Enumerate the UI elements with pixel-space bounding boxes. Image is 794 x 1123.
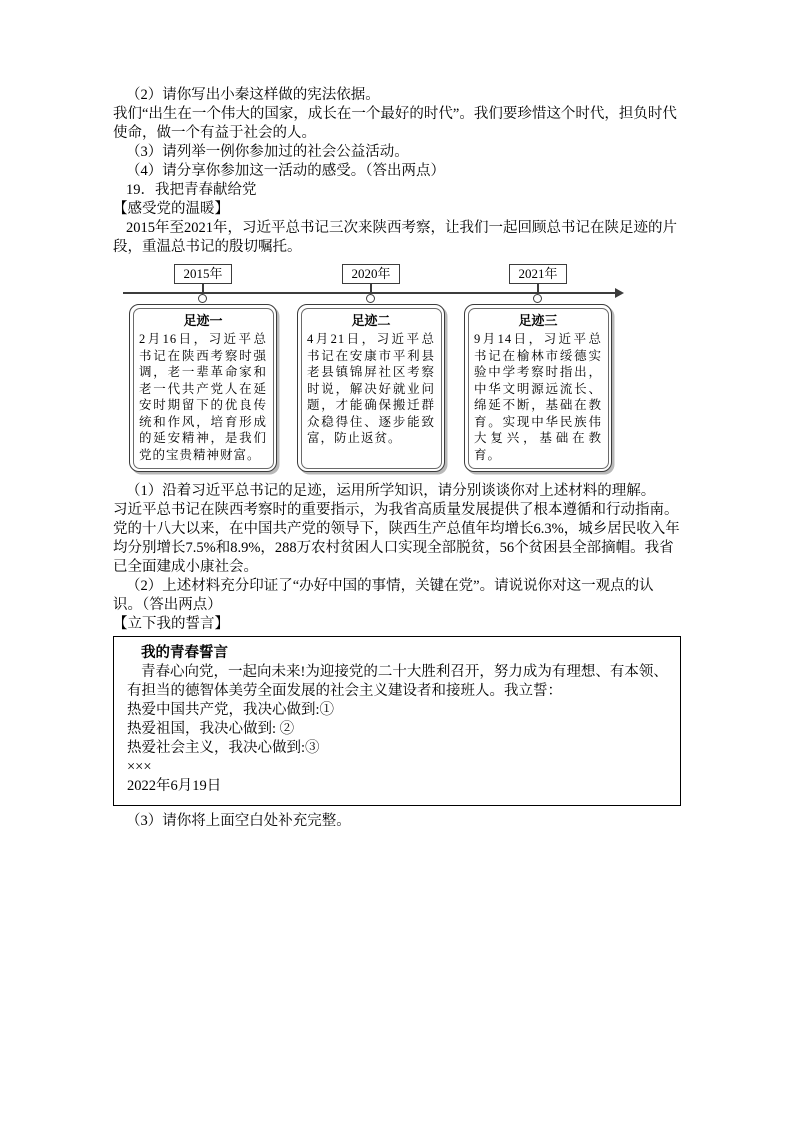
pledge-title: 我的青春誓言	[141, 645, 228, 661]
document-content	[113, 86, 681, 831]
pledge-line-party: 热爱中国共产党，我决心做到:①	[127, 702, 335, 718]
question-3-fill-blanks: （3）请你将上面空白处补充完整。	[126, 813, 351, 829]
footprint-card-2	[297, 304, 445, 472]
pledge-date: 2022年6月19日	[127, 778, 222, 794]
timeline-year-2020: 2020年	[342, 264, 400, 284]
intro-paragraph: 2015年至2021年，习近平总书记三次来陕西考察，让我们一起回顾总书记在陕足迹的片段，重温总书记的殷切嘱托。	[113, 220, 677, 255]
question-2-constitution: （2）请你写出小秦这样做的宪法依据。	[126, 87, 380, 103]
pledge-body: 青春心向党，一起向未来!为迎接党的二十大胜利召开，努力成为有理想、有本领、有担当的德智体美劳全面发展的社会主义建设者和接班人。我立誓：	[127, 664, 668, 699]
section-header-party-warmth: 【感受党的温暖】	[113, 201, 229, 217]
timeline-arrow-icon	[615, 288, 624, 298]
footprint-card-3-title: 足迹三	[518, 313, 558, 328]
timeline-year-2021: 2021年	[509, 264, 567, 284]
footprint-card-3-body: 9月14日，习近平总书记在榆林市绥德实验中学考察时指出，中华文明源远流长、绵延不断，基础在教育。实现中华民族伟大复兴，基础在教育。	[474, 332, 602, 462]
footprint-card-1-title: 足迹一	[183, 313, 223, 328]
footprint-card-1-body: 2月16日，习近平总书记在陕西考察时强调，老一辈革命家和老一代共产党人在延安时期留下的优良传统和作风，培育形成的延安精神，是我们党的宝贵精神财富。	[139, 332, 267, 462]
timeline-tick	[370, 284, 372, 293]
quote-paragraph: 我们“出生在一个伟大的国家，成长在一个最好的时代”。我们要珍惜这个时代，担负时代使命，做一个有益于社会的人。	[113, 106, 677, 141]
section-header-pledge: 【立下我的誓言】	[113, 616, 229, 632]
pledge-line-socialism: 热爱社会主义，我决心做到:③	[127, 740, 320, 756]
question-2-viewpoint: （2）上述材料充分印证了“办好中国的事情，关键在党”。请说说你对这一观点的认识。（答出两点）	[113, 578, 654, 613]
timeline-tick	[202, 284, 204, 293]
timeline-figure	[113, 260, 681, 476]
question-4-feelings: （4）请分享你参加这一活动的感受。（答出两点）	[126, 163, 445, 179]
timeline-node-icon	[366, 294, 375, 303]
material-paragraph: 习近平总书记在陕西考察时的重要指示，为我省高质量发展提供了根本遵循和行动指南。党的十八大以来，在中国共产党的领导下，陕西生产总值年均增长6.3%，城乡居民收入年均分别增长7.5%和8.9%，288万农村贫困人口实现全部脱贫，56个贫困县全部摘帽。我省已全面建成小康社会。	[113, 502, 680, 575]
question-19-title: 19．我把青春献给党	[126, 182, 257, 198]
footprint-card-1	[129, 304, 277, 472]
pledge-box	[113, 636, 681, 806]
question-1-understanding: （1）沿着习近平总书记的足迹，运用所学知识，请分别谈谈你对上述材料的理解。	[126, 483, 656, 499]
footprint-card-3	[464, 304, 612, 472]
question-3-activity: （3）请列举一例你参加过的社会公益活动。	[126, 144, 409, 160]
pledge-line-country: 热爱祖国，我决心做到: ②	[127, 721, 295, 737]
timeline-node-icon	[533, 294, 542, 303]
footprint-card-2-body: 4月21日，习近平总书记在安康市平利县老县镇锦屏社区考察时说，解决好就业问题，才能确保搬迁群众稳得住、逐步能致富，防止返贫。	[307, 332, 435, 445]
timeline-year-2015: 2015年	[174, 264, 232, 284]
timeline-node-icon	[198, 294, 207, 303]
timeline-tick	[537, 284, 539, 293]
pledge-signature: ×××	[127, 759, 152, 775]
footprint-card-2-title: 足迹二	[351, 313, 391, 328]
